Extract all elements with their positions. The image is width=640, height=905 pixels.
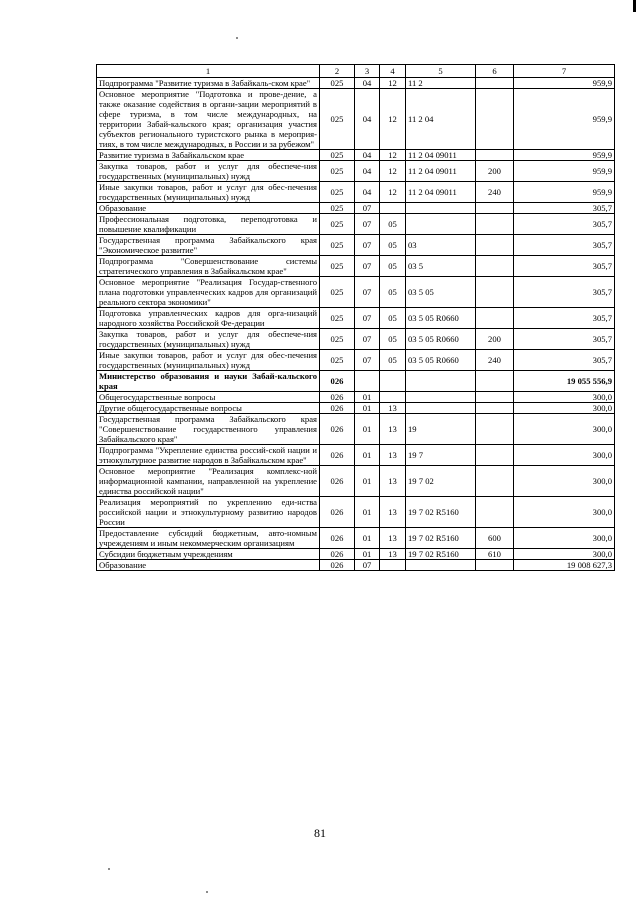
table-row	[97, 150, 615, 161]
cell-amount: 300,0	[514, 549, 615, 560]
cell-ministry-code: 025	[320, 277, 355, 308]
table-row	[97, 350, 615, 371]
cell-target-article: 19 7 02 R5160	[406, 549, 476, 560]
cell-section: 01	[355, 445, 380, 466]
cell-target-article: 03 5 05 R0660	[406, 329, 476, 350]
cell-subsection: 12	[380, 161, 406, 182]
cell-expense-type	[476, 392, 514, 403]
table-row	[97, 89, 615, 150]
cell-ministry-code: 026	[320, 445, 355, 466]
cell-amount: 19 055 556,9	[514, 371, 615, 392]
cell-section: 07	[355, 329, 380, 350]
header-cell: 6	[476, 65, 514, 78]
cell-subsection: 05	[380, 308, 406, 329]
cell-target-article: 11 2	[406, 78, 476, 89]
cell-subsection: 12	[380, 182, 406, 203]
cell-section: 01	[355, 403, 380, 414]
cell-ministry-code: 025	[320, 214, 355, 235]
cell-subsection: 05	[380, 214, 406, 235]
cell-section: 04	[355, 182, 380, 203]
cell-amount: 959,9	[514, 78, 615, 89]
cell-subsection: 05	[380, 235, 406, 256]
table-row	[97, 466, 615, 497]
cell-target-article: 11 2 04 09011	[406, 150, 476, 161]
table-row	[97, 445, 615, 466]
cell-section: 01	[355, 528, 380, 549]
cell-subsection: 13	[380, 403, 406, 414]
table-row	[97, 214, 615, 235]
cell-ministry-code: 026	[320, 560, 355, 571]
cell-subsection: 05	[380, 350, 406, 371]
cell-target-article	[406, 371, 476, 392]
cell-subsection	[380, 392, 406, 403]
cell-name: Подпрограмма "Развитие туризма в Забайкаль-ском крае"	[97, 78, 320, 89]
cell-target-article: 19	[406, 414, 476, 445]
cell-amount: 300,0	[514, 445, 615, 466]
cell-subsection: 12	[380, 78, 406, 89]
table-row	[97, 414, 615, 445]
cell-expense-type	[476, 371, 514, 392]
table-row	[97, 560, 615, 571]
cell-name: Государственная программа Забайкальского края "Совершенствование государственного управления Забайкальского края"	[97, 414, 320, 445]
cell-amount: 300,0	[514, 403, 615, 414]
table-row	[97, 371, 615, 392]
cell-section: 04	[355, 150, 380, 161]
cell-ministry-code: 026	[320, 392, 355, 403]
cell-expense-type: 240	[476, 350, 514, 371]
cell-expense-type	[476, 150, 514, 161]
cell-name: Реализация мероприятий по укреплению еди-нства российской нации и этнокультурному развитию народов России	[97, 497, 320, 528]
cell-ministry-code: 025	[320, 203, 355, 214]
cell-amount: 959,9	[514, 182, 615, 203]
cell-ministry-code: 026	[320, 466, 355, 497]
cell-subsection: 12	[380, 89, 406, 150]
cell-name: Основное мероприятие "Реализация Государ-ственного плана подготовки управленческих кадров для организаций реального сектора экономики"	[97, 277, 320, 308]
scan-edge-mark	[633, 0, 636, 12]
cell-name: Основное мероприятие "Реализация комплекс-ной информационной кампании, направленной на укрепление единства российской нации"	[97, 466, 320, 497]
cell-target-article	[406, 403, 476, 414]
cell-expense-type: 600	[476, 528, 514, 549]
page-number: 81	[314, 826, 326, 840]
cell-name: Министерство образования и науки Забай-кальского края	[97, 371, 320, 392]
header-cell: 7	[514, 65, 615, 78]
cell-ministry-code: 025	[320, 329, 355, 350]
cell-subsection: 13	[380, 549, 406, 560]
cell-section: 07	[355, 560, 380, 571]
scan-speck	[108, 868, 110, 870]
cell-expense-type	[476, 403, 514, 414]
cell-expense-type	[476, 308, 514, 329]
cell-expense-type: 200	[476, 329, 514, 350]
cell-target-article: 11 2 04 09011	[406, 161, 476, 182]
cell-name: Закупка товаров, работ и услуг для обеспече-ния государственных (муниципальных) нужд	[97, 161, 320, 182]
cell-expense-type	[476, 235, 514, 256]
table-row	[97, 549, 615, 560]
cell-expense-type	[476, 445, 514, 466]
cell-target-article: 03 5 05	[406, 277, 476, 308]
cell-subsection: 13	[380, 466, 406, 497]
table-header-row	[97, 65, 615, 78]
table-row	[97, 235, 615, 256]
cell-target-article: 03 5	[406, 256, 476, 277]
cell-expense-type	[476, 466, 514, 497]
cell-subsection: 13	[380, 497, 406, 528]
cell-amount: 305,7	[514, 350, 615, 371]
cell-section	[355, 371, 380, 392]
cell-target-article: 03	[406, 235, 476, 256]
table-body	[97, 78, 615, 571]
table-row	[97, 203, 615, 214]
cell-subsection: 12	[380, 150, 406, 161]
cell-section: 04	[355, 161, 380, 182]
cell-section: 01	[355, 392, 380, 403]
cell-section: 07	[355, 256, 380, 277]
header-cell: 2	[320, 65, 355, 78]
cell-amount: 19 008 627,3	[514, 560, 615, 571]
cell-ministry-code: 025	[320, 256, 355, 277]
cell-name: Подготовка управленческих кадров для орга-низаций народного хозяйства Российской Фе-дерации	[97, 308, 320, 329]
table-row	[97, 182, 615, 203]
table-row	[97, 256, 615, 277]
cell-amount: 300,0	[514, 466, 615, 497]
cell-target-article: 11 2 04 09011	[406, 182, 476, 203]
cell-name: Иные закупки товаров, работ и услуг для обес-печения государственных (муниципальных) нужд	[97, 182, 320, 203]
cell-target-article: 19 7 02	[406, 466, 476, 497]
cell-subsection: 05	[380, 277, 406, 308]
table-row	[97, 78, 615, 89]
cell-amount: 300,0	[514, 414, 615, 445]
cell-expense-type	[476, 277, 514, 308]
cell-name: Предоставление субсидий бюджетным, авто-номным учреждениям и иным некоммерческим организациям	[97, 528, 320, 549]
table-row	[97, 497, 615, 528]
header-cell: 4	[380, 65, 406, 78]
cell-amount: 305,7	[514, 277, 615, 308]
cell-amount: 300,0	[514, 392, 615, 403]
cell-ministry-code: 026	[320, 371, 355, 392]
cell-target-article: 03 5 05 R0660	[406, 308, 476, 329]
cell-target-article	[406, 392, 476, 403]
cell-name: Субсидии бюджетным учреждениям	[97, 549, 320, 560]
cell-expense-type	[476, 256, 514, 277]
cell-expense-type	[476, 560, 514, 571]
cell-expense-type	[476, 414, 514, 445]
cell-section: 07	[355, 350, 380, 371]
cell-expense-type	[476, 78, 514, 89]
cell-section: 07	[355, 277, 380, 308]
cell-target-article: 19 7 02 R5160	[406, 497, 476, 528]
cell-amount: 300,0	[514, 497, 615, 528]
cell-subsection: 05	[380, 256, 406, 277]
cell-expense-type	[476, 203, 514, 214]
cell-section: 07	[355, 308, 380, 329]
cell-amount: 305,7	[514, 256, 615, 277]
cell-ministry-code: 025	[320, 89, 355, 150]
cell-name: Государственная программа Забайкальского края "Экономическое развитие"	[97, 235, 320, 256]
cell-ministry-code: 026	[320, 403, 355, 414]
cell-name: Иные закупки товаров, работ и услуг для обес-печения государственных (муниципальных) нужд	[97, 350, 320, 371]
header-cell: 1	[97, 65, 320, 78]
header-cell: 3	[355, 65, 380, 78]
table-row	[97, 308, 615, 329]
cell-ministry-code: 026	[320, 549, 355, 560]
cell-target-article	[406, 214, 476, 235]
cell-expense-type: 200	[476, 161, 514, 182]
cell-amount: 305,7	[514, 214, 615, 235]
cell-amount: 300,0	[514, 528, 615, 549]
cell-expense-type: 610	[476, 549, 514, 560]
cell-name: Общегосударственные вопросы	[97, 392, 320, 403]
scan-speck	[236, 37, 238, 39]
cell-subsection: 13	[380, 528, 406, 549]
cell-section: 04	[355, 78, 380, 89]
cell-amount: 305,7	[514, 235, 615, 256]
cell-ministry-code: 025	[320, 78, 355, 89]
table-row	[97, 392, 615, 403]
table-row	[97, 528, 615, 549]
cell-section: 01	[355, 497, 380, 528]
header-cell: 5	[406, 65, 476, 78]
cell-ministry-code: 025	[320, 161, 355, 182]
cell-amount: 959,9	[514, 150, 615, 161]
cell-target-article: 11 2 04	[406, 89, 476, 150]
cell-name: Другие общегосударственные вопросы	[97, 403, 320, 414]
cell-subsection: 13	[380, 414, 406, 445]
cell-ministry-code: 025	[320, 150, 355, 161]
cell-ministry-code: 025	[320, 308, 355, 329]
cell-expense-type	[476, 497, 514, 528]
cell-amount: 305,7	[514, 308, 615, 329]
cell-expense-type	[476, 89, 514, 150]
cell-amount: 305,7	[514, 203, 615, 214]
cell-name: Развитие туризма в Забайкальском крае	[97, 150, 320, 161]
cell-section: 07	[355, 203, 380, 214]
cell-name: Профессиональная подготовка, переподготовка и повышение квалификации	[97, 214, 320, 235]
cell-amount: 959,9	[514, 161, 615, 182]
cell-ministry-code: 026	[320, 414, 355, 445]
cell-target-article: 19 7 02 R5160	[406, 528, 476, 549]
table-row	[97, 403, 615, 414]
cell-section: 01	[355, 466, 380, 497]
cell-ministry-code: 025	[320, 182, 355, 203]
cell-subsection: 13	[380, 445, 406, 466]
cell-subsection	[380, 203, 406, 214]
cell-name: Подпрограмма "Укрепление единства россий-ской нации и этнокультурное развитие народов в Забайкальском крае"	[97, 445, 320, 466]
cell-target-article	[406, 203, 476, 214]
cell-amount: 305,7	[514, 329, 615, 350]
cell-section: 07	[355, 235, 380, 256]
cell-name: Закупка товаров, работ и услуг для обеспече-ния государственных (муниципальных) нужд	[97, 329, 320, 350]
cell-name: Образование	[97, 203, 320, 214]
cell-name: Основное мероприятие "Подготовка и прове-дение, а также оказание содействия в органи-зации мероприятий в сфере туризма, в том числе международных, на территории Забай-кальского края; организация участия субъектов регионального туристского рынка в мероприя-тиях, в том числе международных, в России и за рубежом"	[97, 89, 320, 150]
cell-amount: 959,9	[514, 89, 615, 150]
cell-ministry-code: 026	[320, 528, 355, 549]
cell-section: 07	[355, 214, 380, 235]
budget-table	[96, 64, 615, 571]
cell-ministry-code: 025	[320, 235, 355, 256]
cell-expense-type	[476, 214, 514, 235]
cell-subsection	[380, 371, 406, 392]
table-row	[97, 161, 615, 182]
cell-expense-type: 240	[476, 182, 514, 203]
cell-ministry-code: 025	[320, 350, 355, 371]
scan-speck	[206, 891, 208, 893]
cell-target-article: 03 5 05 R0660	[406, 350, 476, 371]
cell-section: 04	[355, 89, 380, 150]
cell-ministry-code: 026	[320, 497, 355, 528]
cell-subsection	[380, 560, 406, 571]
table-row	[97, 277, 615, 308]
cell-target-article	[406, 560, 476, 571]
table-row	[97, 329, 615, 350]
cell-name: Подпрограмма "Совершенствование системы стратегического управления в Забайкальском крае"	[97, 256, 320, 277]
cell-section: 01	[355, 549, 380, 560]
cell-section: 01	[355, 414, 380, 445]
cell-subsection: 05	[380, 329, 406, 350]
cell-name: Образование	[97, 560, 320, 571]
cell-target-article: 19 7	[406, 445, 476, 466]
